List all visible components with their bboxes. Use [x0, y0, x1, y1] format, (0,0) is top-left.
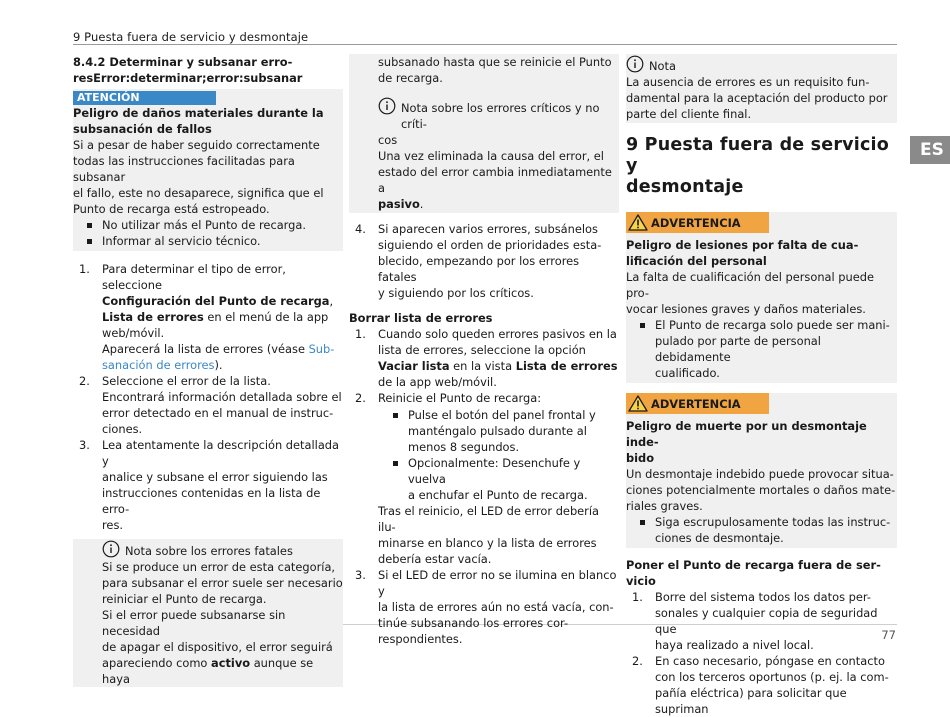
link-subsanacion-errores[interactable]: Sub- [308, 342, 335, 356]
decommission-step-2: 2. En caso necesario, póngase en contacto con los terceros oportunos (p. ej. la com- pañía eléctrica) para solicitar que supriman [632, 654, 889, 716]
column-middle [349, 54, 619, 647]
step-3: 3. Lea atentamente la descripción detallada y analice y subsane el error siguiendo las instrucciones contenidas en la lista de erro- res. [79, 438, 340, 532]
info-icon [378, 97, 396, 115]
warning-box-dismantling: ADVERTENCIA Peligro de muerte por un desmontaje inde- bido Un desmontaje indebido puede provocar situa- ciones potencialmente mortales o daños mate- riales graves. Siga escrupulosamente todas las instruc- ciones de desmontaje. [626, 393, 897, 548]
header-divider [73, 44, 897, 45]
running-header: 9 Puesta fuera de servicio y desmontaje [73, 30, 309, 44]
step-1: 1. Para determinar el tipo de error, seleccione Configuración del Punto de recarga, Lista de errores en el menú de la app web/móvil. Aparecerá la lista de errores (véase Sub- sanación de errores). [79, 262, 335, 372]
restart-result: Tras el reinicio, el LED de error debería ilu- minarse en blanco y la lista de errores debería estar vacía. [378, 504, 600, 566]
warning-bullet: El Punto de recarga solo puede ser mani- pulado por parte de personal debidamente cualificado. [626, 317, 897, 381]
note-fatal-errors-continued: subsanado hasta que se reinicie el Punto de recarga. [349, 54, 619, 96]
restart-bullet: Opcionalmente: Desenchufe y vuelva a enchufar el Punto de recarga. [349, 455, 619, 503]
step-2: 2. Seleccione el error de la lista. Encontrará información detallada sobre el error detectado en el manual de instruc- ciones. [79, 374, 342, 436]
clear-step-3: 3. Si el LED de error no se ilumina en blanco y la lista de errores aún no está vacía, con- tinúe subsanando los errores cor- respondientes. [355, 568, 617, 646]
language-tab: ES [910, 136, 950, 164]
clear-step-1: 1. Cuando solo queden errores pasivos en la lista de errores, seleccione la opción Vaciar lista en la vista Lista de errores de la app web/móvil. [355, 327, 618, 389]
decommission-heading: Poner el Punto de recarga fuera de ser- vicio [626, 558, 881, 588]
attention-bullet: Informar al servicio técnico. [73, 233, 343, 249]
clear-step-2: 2. Reinicie el Punto de recarga: [355, 391, 542, 405]
warning-triangle-icon [628, 395, 648, 412]
note-box: Nota La ausencia de errores es un requisito fun- damental para la aceptación del producto por parte del cliente final. [626, 54, 897, 123]
note-title: Nota sobre los errores fatales [125, 544, 293, 558]
column-right [626, 54, 897, 717]
attention-box [73, 89, 343, 251]
warning-label: ADVERTENCIA [626, 212, 769, 233]
attention-label: ATENCIÓN [73, 91, 216, 105]
warning-title: Peligro de lesiones por falta de cua- lificación del personal [626, 238, 859, 268]
attention-title: Peligro de daños materiales durante la subsanación de fallos [73, 106, 324, 136]
column-left [73, 54, 343, 687]
warning-box-qualification: ADVERTENCIA Peligro de lesiones por falta de cua- lificación del personal La falta de cualificación del personal puede pro- vocar lesiones graves y daños materiales. El Punto de recarga solo puede ser mani- pulado por parte de personal debidamente cualificado. [626, 212, 897, 383]
attention-bullet: No utilizar más el Punto de recarga. [73, 217, 343, 233]
note-critical-errors: Nota sobre los errores críticos y no críti- cos Una vez eliminada la causa del error, el estado del error cambia inmediatamente a pasivo. [349, 96, 619, 213]
decommission-step-1: 1. Borre del sistema todos los datos per- sonales y cualquier copia de seguridad que haya realizado a nivel local. [632, 590, 878, 652]
link-subsanacion-errores[interactable]: sanación de errores [102, 358, 215, 372]
note-title: Nota sobre los errores críticos y no críti- [401, 101, 600, 131]
info-icon [626, 55, 644, 73]
note-fatal-errors: Nota sobre los errores fatales Si se produce un error de esta categoría, para subsanar el error suele ser necesario reiniciar el Punto de recarga. Si el error puede subsanarse sin necesidad de apagar el dispositivo, el error seguirá apareciendo como activo aunque se haya [73, 539, 343, 687]
clear-list-heading: Borrar lista de errores [349, 311, 493, 325]
attention-text: Si a pesar de haber seguido correctamente todas las instrucciones facilitadas para subsanar el fallo, este no desaparece, significa que el Punto de recarga está estropeado. [73, 138, 324, 216]
info-icon [102, 540, 120, 558]
step-4: 4. Si aparecen varios errores, subsánelos siguiendo el orden de prioridades esta- blecido, empezando por los errores fatales y siguiendo por los críticos. [355, 222, 602, 300]
warning-bullet: Siga escrupulosamente todas las instruc- ciones de desmontaje. [626, 514, 897, 546]
restart-bullet: Pulse el botón del panel frontal y manténgalo pulsado durante al menos 8 segundos. [349, 407, 619, 455]
page-number: 77 [881, 628, 896, 642]
warning-triangle-icon [628, 214, 648, 231]
section-heading: 8.4.2 Determinar y subsanar erro- resError:determinar;error:subsanar [73, 55, 303, 85]
warning-label: ADVERTENCIA [626, 393, 769, 414]
chapter-title: 9 Puesta fuera de servicio y desmontaje [626, 135, 889, 197]
note-title: Nota [649, 59, 676, 73]
warning-title: Peligro de muerte por un desmontaje inde- bido [626, 419, 867, 465]
